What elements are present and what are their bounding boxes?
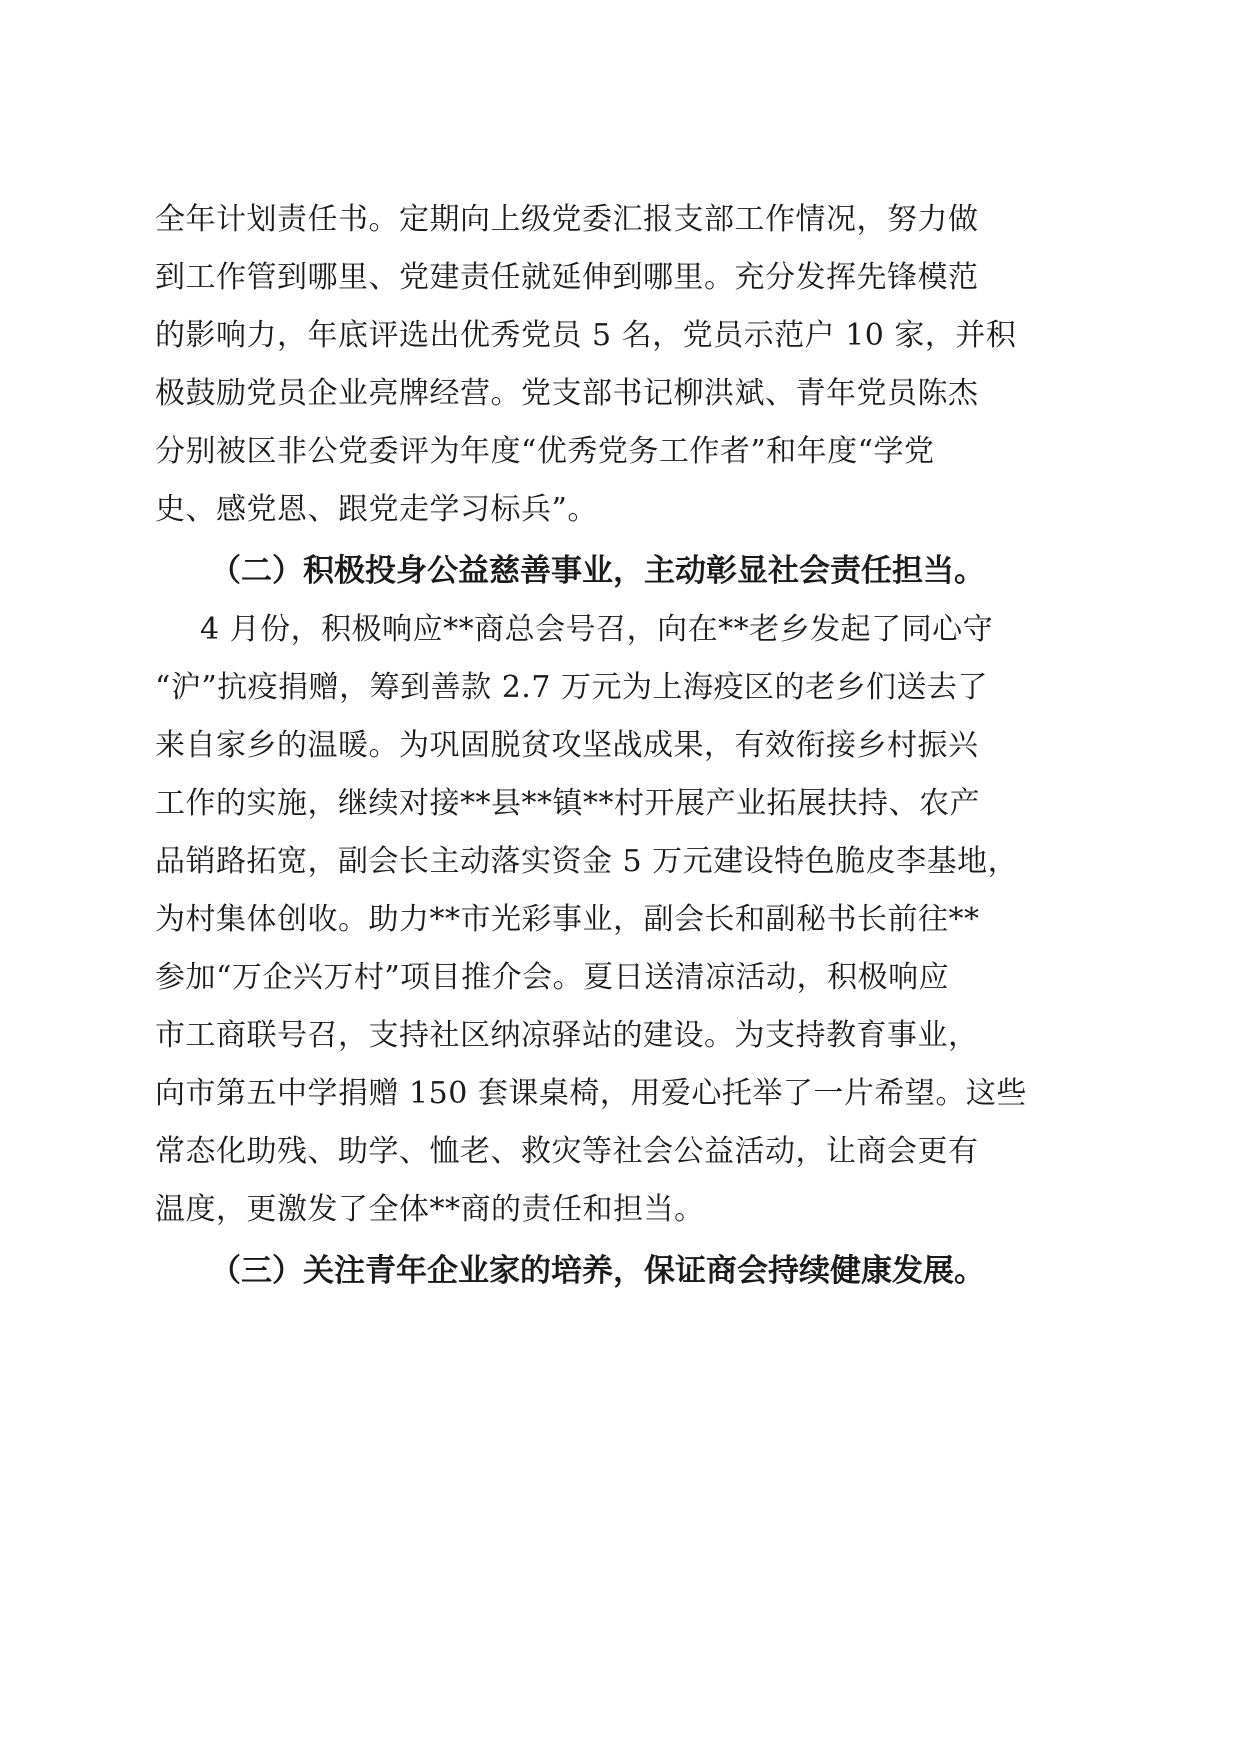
paragraph-line: 常态化助残、助学、恤老、救灾等社会公益活动，让商会更有 [155, 1134, 979, 1169]
paragraph-line: 极鼓励党员企业亮牌经营。党支部书记柳洪斌、青年党员陈杰 [155, 376, 979, 411]
paragraph-line: 来自家乡的温暖。为巩固脱贫攻坚战成果，有效衔接乡村振兴 [155, 728, 979, 763]
paragraph-line: 4 月份，积极响应**商总会号召，向在**老乡发起了同心守 [200, 612, 994, 647]
paragraph-line: 史、感党恩、跟党走学习标兵”。 [155, 492, 598, 527]
section-heading-2: （二）积极投身公益慈善事业，主动彰显社会责任担当。 [210, 553, 985, 589]
paragraph-line: 到工作管到哪里、党建责任就延伸到哪里。充分发挥先锋模范 [155, 260, 979, 295]
paragraph-line: 工作的实施，继续对接**县**镇**村开展产业拓展扶持、农产 [155, 786, 980, 821]
paragraph-line: “沪”抗疫捐赠，筹到善款 2.7 万元为上海疫区的老乡们送去了 [155, 670, 988, 705]
paragraph-line: 品销路拓宽，副会长主动落实资金 5 万元建设特色脆皮李基地， [155, 844, 1019, 879]
section-heading-3: （三）关注青年企业家的培养，保证商会持续健康发展。 [210, 1253, 985, 1289]
paragraph-line: 市工商联号召，支持社区纳凉驿站的建设。为支持教育事业， [155, 1018, 979, 1053]
paragraph-line: 向市第五中学捐赠 150 套课桌椅，用爱心托举了一片希望。这些 [155, 1076, 1027, 1111]
paragraph-line: 参加“万企兴万村”项目推介会。夏日送清凉活动，积极响应 [155, 960, 950, 995]
paragraph-line: 的影响力，年底评选出优秀党员 5 名，党员示范户 10 家，并积 [155, 318, 1017, 353]
paragraph-line: 为村集体创收。助力**市光彩事业，副会长和副秘书长前往** [155, 902, 980, 937]
paragraph-line: 分别被区非公党委评为年度“优秀党务工作者”和年度“学党 [155, 434, 935, 469]
paragraph-line: 全年计划责任书。定期向上级党委汇报支部工作情况，努力做 [155, 202, 979, 237]
paragraph-line: 温度，更激发了全体**商的责任和担当。 [155, 1192, 705, 1227]
